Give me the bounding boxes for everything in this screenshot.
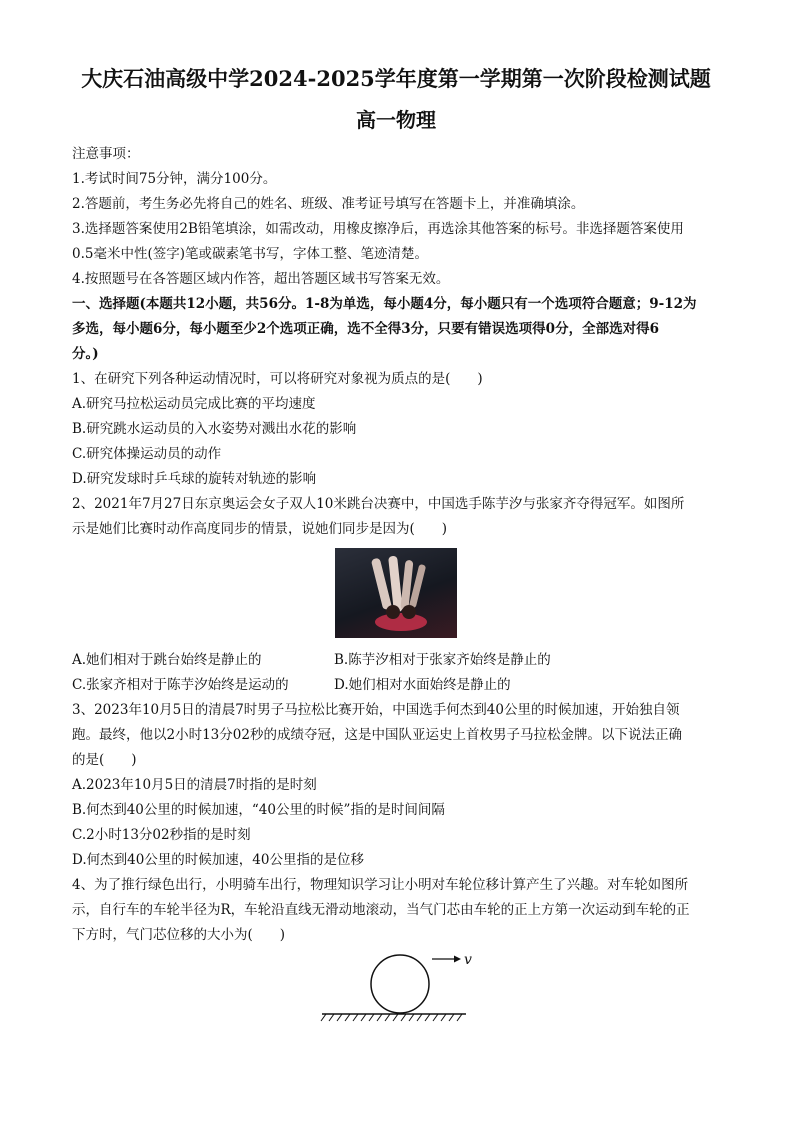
wheel-diagram xyxy=(320,954,480,1028)
question-3 xyxy=(72,698,720,873)
question-stem: 的是( ) xyxy=(72,752,137,768)
section-heading xyxy=(72,292,720,367)
question-1 xyxy=(72,367,720,492)
exam-subject: 高一物理 xyxy=(356,108,436,132)
divers-illustration xyxy=(335,548,457,638)
section-heading-line: 一、选择题(本题共12小题，共56分。1-8为单选，每小题4分，每小题只有一个选项符合题意；9-12为 xyxy=(72,296,697,312)
note-item: 4.按照题号在各答题区域内作答，超出答题区域书写答案无效。 xyxy=(72,271,450,287)
note-item: 3.选择题答案使用2B铅笔填涂，如需改动，用橡皮擦净后，再选涂其他答案的标号。非选择题答案使用 xyxy=(72,221,684,237)
exam-page xyxy=(72,64,720,1028)
question-stem: 下方时，气门芯位移的大小为( ) xyxy=(72,927,286,943)
exam-title: 大庆石油高级中学2024-2025学年度第一学期第一次阶段检测试题 xyxy=(81,66,711,91)
note-item: 2.答题前，考生务必先将自己的姓名、班级、准考证号填写在答题卡上，并准确填涂。 xyxy=(72,196,585,212)
velocity-label: v xyxy=(464,954,472,968)
question-stem: 1、在研究下列各种运动情况时，可以将研究对象视为质点的是( ) xyxy=(72,371,483,387)
section-heading-line: 多选，每小题6分，每小题至少2个选项正确，选不全得3分，只要有错误选项得0分，全部选对得6 xyxy=(72,321,659,337)
question-stem: 3、2023年10月5日的清晨7时男子马拉松比赛开始，中国选手何杰到40公里的时候加速，开始独自领 xyxy=(72,702,680,718)
option-b: B.陈芋汐相对于张家齐始终是静止的 xyxy=(334,652,551,668)
option-b: B.研究跳水运动员的入水姿势对溅出水花的影响 xyxy=(72,421,357,437)
option-a: A.她们相对于跳台始终是静止的 xyxy=(72,652,262,668)
option-a: A.研究马拉松运动员完成比赛的平均速度 xyxy=(72,396,316,412)
question-stem: 2、2021年7月27日东京奥运会女子双人10米跳台决赛中，中国选手陈芋汐与张家齐夺得冠军。如图所 xyxy=(72,496,685,512)
notes-heading: 注意事项： xyxy=(72,146,140,162)
option-a: A.2023年10月5日的清晨7时指的是时刻 xyxy=(72,777,317,793)
option-d: D.她们相对水面始终是静止的 xyxy=(334,677,511,693)
note-item: 1.考试时间75分钟，满分100分。 xyxy=(72,171,277,187)
note-item: 0.5毫米中性(签字)笔或碳素笔书写，字体工整、笔迹清楚。 xyxy=(72,246,429,262)
option-d: D.何杰到40公里的时候加速，40公里指的是位移 xyxy=(72,852,364,868)
question-2 xyxy=(72,492,720,698)
question-stem: 示是她们比赛时动作高度同步的情景，说她们同步是因为( ) xyxy=(72,521,448,537)
options-row xyxy=(72,648,720,673)
question-stem: 示，自行车的车轮半径为R，车轮沿直线无滑动地滚动，当气门芯由车轮的正上方第一次运动到车轮的正 xyxy=(72,902,690,918)
section-heading-line: 分。) xyxy=(72,346,99,362)
option-b: B.何杰到40公里的时候加速，“40公里的时候”指的是时间间隔 xyxy=(72,802,445,818)
question-stem: 跑。最终，他以2小时13分02秒的成绩夺冠，这是中国队亚运史上首枚男子马拉松金牌。以下说法正确 xyxy=(72,727,682,743)
ground-hatching xyxy=(321,1014,462,1021)
option-c: C.研究体操运动员的动作 xyxy=(72,446,222,462)
option-c: C.张家齐相对于陈芋汐始终是运动的 xyxy=(72,677,289,693)
options-row xyxy=(72,673,720,698)
notes-section xyxy=(72,142,720,292)
option-c: C.2小时13分02秒指的是时刻 xyxy=(72,827,251,843)
velocity-arrowhead xyxy=(454,956,461,963)
diving-photo xyxy=(335,548,457,638)
option-d: D.研究发球时乒乓球的旋转对轨迹的影响 xyxy=(72,471,317,487)
question-stem: 4、为了推行绿色出行，小明骑车出行，物理知识学习让小明对车轮位移计算产生了兴趣。对车轮如图所 xyxy=(72,877,689,893)
question-4 xyxy=(72,873,720,1028)
wheel-circle xyxy=(371,955,429,1013)
